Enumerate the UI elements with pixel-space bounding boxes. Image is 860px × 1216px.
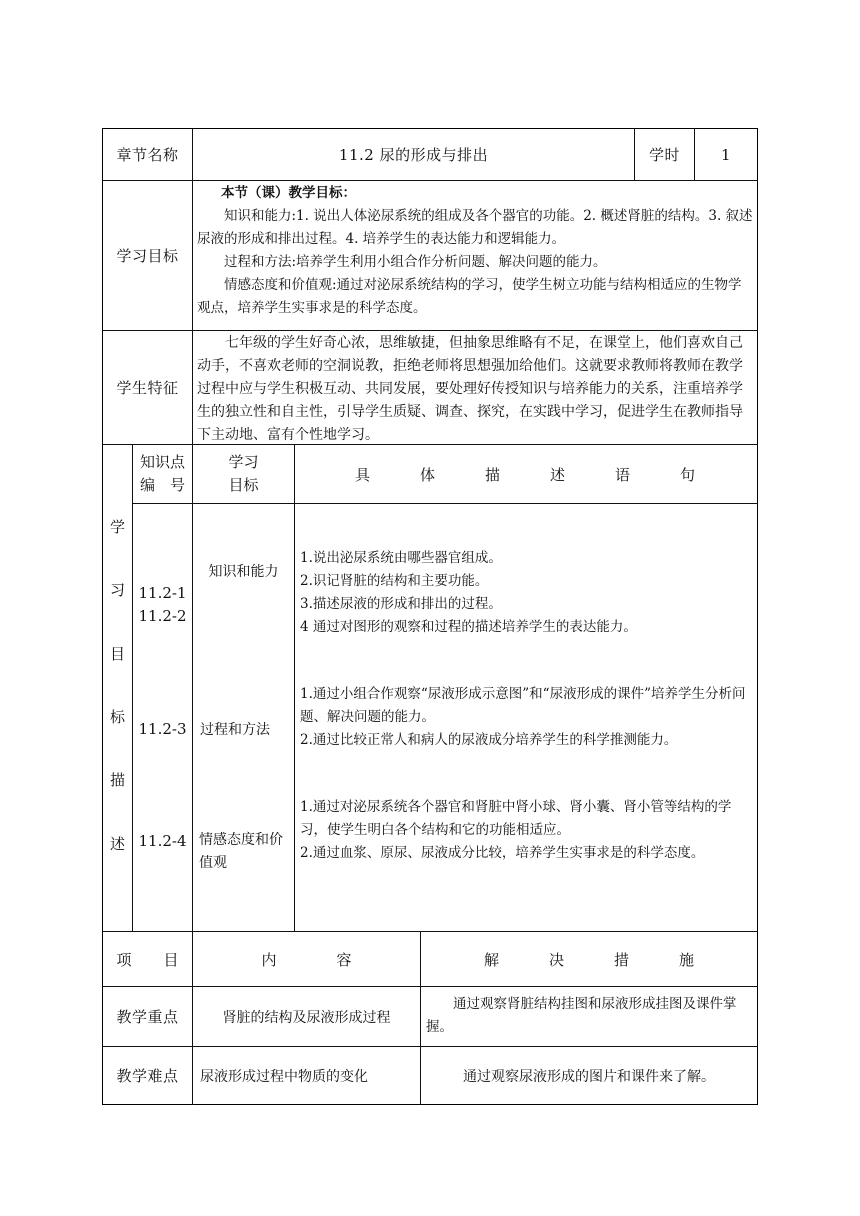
col-solution-char: 施 [678,950,694,969]
row3-item: 2.通过血浆、原尿、尿液成分比较，培养学生实事求是的科学态度。 [300,845,705,861]
student-label: 学生特征 [116,379,179,397]
code: 11.2-2 [138,607,187,625]
description-side-label [103,495,132,875]
col-desc-char: 具 [354,465,370,484]
code: 11.2-1 [138,584,187,602]
col-goal-line: 学习 [228,453,259,471]
col-goal-line: 目标 [228,476,259,494]
row3-items [300,796,754,868]
hours-label: 学时 [648,146,680,164]
col-item-header [103,932,192,986]
objectives-process: 过程和方法:培养学生利用小组合作分析问题、解决问题的能力。 [224,254,607,270]
key-point-solution [426,987,754,1046]
col-desc-char: 句 [679,465,695,484]
row1-item: 3.描述尿液的形成和排出的过程。 [300,596,502,612]
objectives-heading: 本节（课）教学目标： [221,185,356,201]
col-solution-char: 措 [613,950,629,969]
row1-item: 1.说出泌尿系统由哪些器官组成。 [300,550,502,566]
row3-goal: 情感态度和价值观 [199,832,283,871]
col-goal-header [193,445,294,503]
key-point-label: 教学重点 [116,1008,179,1026]
key-point-solution-text: 通过观察肾脏结构挂图和尿液形成挂图及课件掌握。 [426,996,737,1035]
objectives-emotion: 情感态度和价值观:通过对泌尿系统结构的学习，使学生树立功能与结构相适应的生物学观点，培养学生实事求是的科学态度。 [197,277,742,316]
row2-code: 11.2-3 [138,720,187,738]
row2-item: 2.通过比较正常人和病人的尿液成分培养学生的科学推测能力。 [300,732,678,748]
side-char: 目 [109,644,125,663]
key-point-content: 肾脏的结构及尿液形成过程 [222,1009,391,1026]
row3-code: 11.2-4 [138,832,187,850]
side-char: 述 [109,834,125,853]
col-code-line: 知识点 [139,453,185,471]
student-text: 七年级的学生好奇心浓，思维敏捷，但抽象思维略有不足，在课堂上，他们喜欢自己动手，不喜欢老师的空洞说教，拒绝老师将思想强加给他们。这就要求教师将教师在教学过程中应与学生积极互动、共同发展，要处理好传授知识与培养能力的关系，注重培养学生的独立性和自主性，引导学生质疑、调查、探究，在实践中学习，促进学生在教师指导下主动地、富有个性地学习。 [197,335,743,443]
row1-goal: 知识和能力 [208,564,279,580]
difficulty-content: 尿液形成过程中物质的变化 [200,1068,368,1085]
col-desc-char: 语 [614,465,630,484]
col-desc-char: 描 [484,465,500,484]
hours-value: 1 [720,145,732,164]
side-char: 习 [109,581,125,600]
col-content-char: 内 [261,950,277,969]
col-content-char: 容 [336,950,352,969]
row2-goal: 过程和方法 [200,722,270,738]
row2-item: 1.通过小组合作观察“尿液形成示意图”和“尿液形成的课件”培养学生分析问题、解决问题的能力。 [300,686,746,725]
row1-items [300,547,754,643]
side-char: 描 [109,771,125,790]
col-code-header [133,445,192,503]
col-item-char: 目 [163,950,179,969]
col-desc-char: 体 [419,465,435,484]
col-content-header [193,932,420,986]
objectives-label: 学习目标 [116,247,179,265]
col-desc-header [330,445,720,503]
row3-item: 1.通过对泌尿系统各个器官和肾脏中肾小球、肾小囊、肾小管等结构的学习，使学生明白各个结构和它的功能相适应。 [300,799,732,838]
row1-item: 2.识记肾脏的结构和主要功能。 [300,573,489,589]
row2-items [300,683,754,755]
student-content [197,331,753,444]
col-solution-header [421,932,757,986]
row1-codes [133,570,192,640]
col-solution-char: 决 [548,950,564,969]
col-item-char: 项 [116,950,132,969]
chapter-label: 章节名称 [116,146,179,164]
difficulty-solution: 通过观察尿液形成的图片和课件来了解。 [463,1068,715,1085]
col-desc-char: 述 [549,465,565,484]
difficulty-label: 教学难点 [116,1067,179,1085]
col-solution-char: 解 [484,950,500,969]
chapter-title: 11.2 尿的形成与排出 [338,146,489,164]
objectives-knowledge: 知识和能力:1. 说出人体泌尿系统的组成及各个器官的功能。2. 概述肾脏的结构。3. 叙述尿液的形成和排出过程。4. 培养学生的表达能力和逻辑能力。 [197,208,753,247]
objectives-content [197,181,753,330]
side-char: 学 [109,518,125,537]
row1-item: 4 通过对图形的观察和过程的描述培养学生的表达能力。 [300,619,637,635]
side-char: 标 [109,708,125,727]
col-code-line: 编 号 [139,476,185,494]
